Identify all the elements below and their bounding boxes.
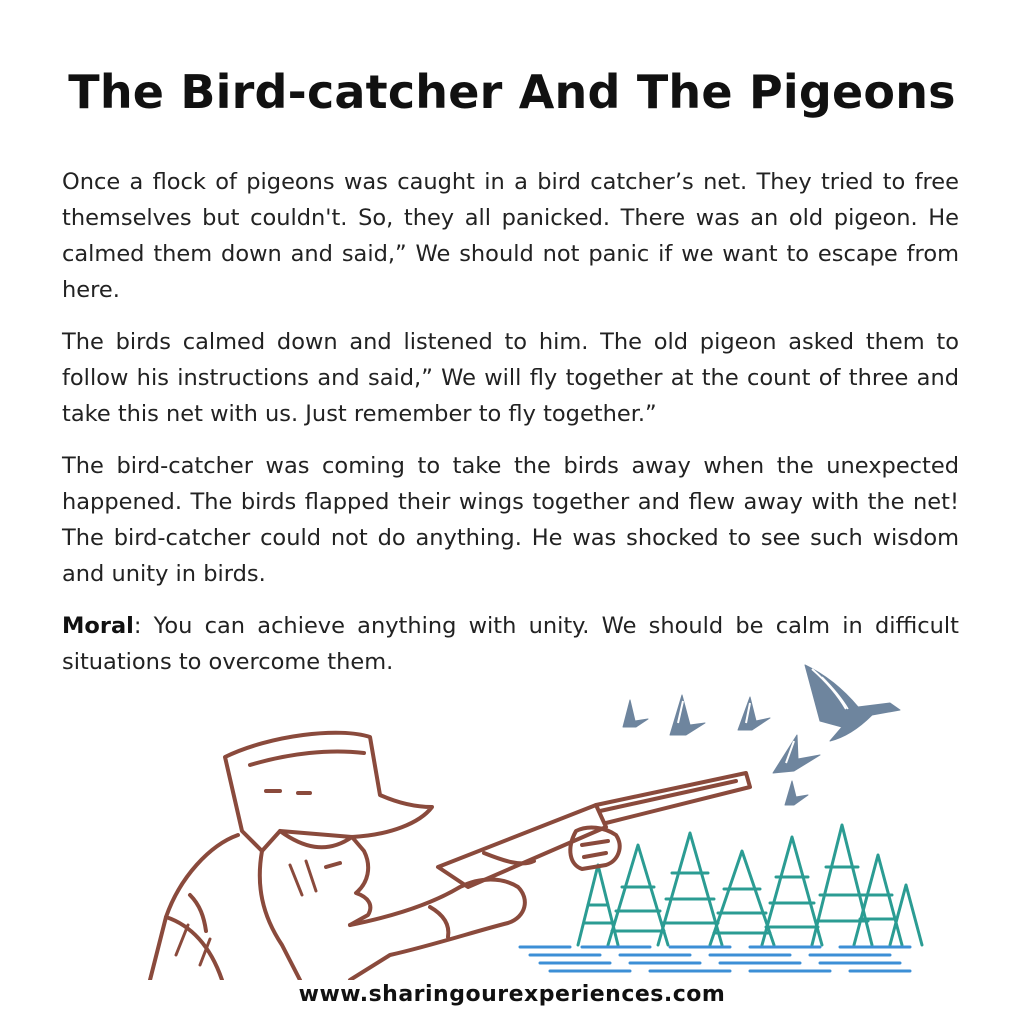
story-paragraph: Once a flock of pigeons was caught in a bird catcher’s net. They tried to free themselves but couldn't. So, they all panicked. There was an old pigeon. He calmed them down and said,” We should not panic if we want to escape from here. (62, 169, 959, 303)
bird-icon (623, 700, 648, 727)
story-paragraph: The birds calmed down and listened to him. The old pigeon asked them to follow his instructions and said,” We will fly together at the count of three and take this net with us. Just remember to fly together.” (62, 329, 959, 427)
moral-label: Moral (62, 613, 134, 639)
page-title: The Bird-catcher And The Pigeons (68, 65, 956, 119)
lake-water-icon (520, 947, 910, 971)
hunter-illustration (130, 655, 930, 980)
bird-icon (785, 781, 808, 805)
story-body (62, 164, 959, 680)
pine-forest-icon (578, 825, 922, 945)
story-paragraph: The bird-catcher was coming to take the birds away when the unexpected happened. The birds flapped their wings together and flew away with the net! The bird-catcher could not do anything. He was shocked to see such wisdom and unity in birds. (62, 453, 959, 587)
bird-icon (738, 697, 770, 730)
bird-icon (670, 695, 705, 735)
bird-icon (773, 735, 820, 773)
moral-text: : You can achieve anything with unity. We should be calm in difficult situations to overcome them. (62, 613, 959, 675)
website-footer: www.sharingourexperiences.com (298, 982, 726, 1007)
bird-icon (805, 665, 900, 741)
flying-birds-icon (623, 665, 900, 805)
